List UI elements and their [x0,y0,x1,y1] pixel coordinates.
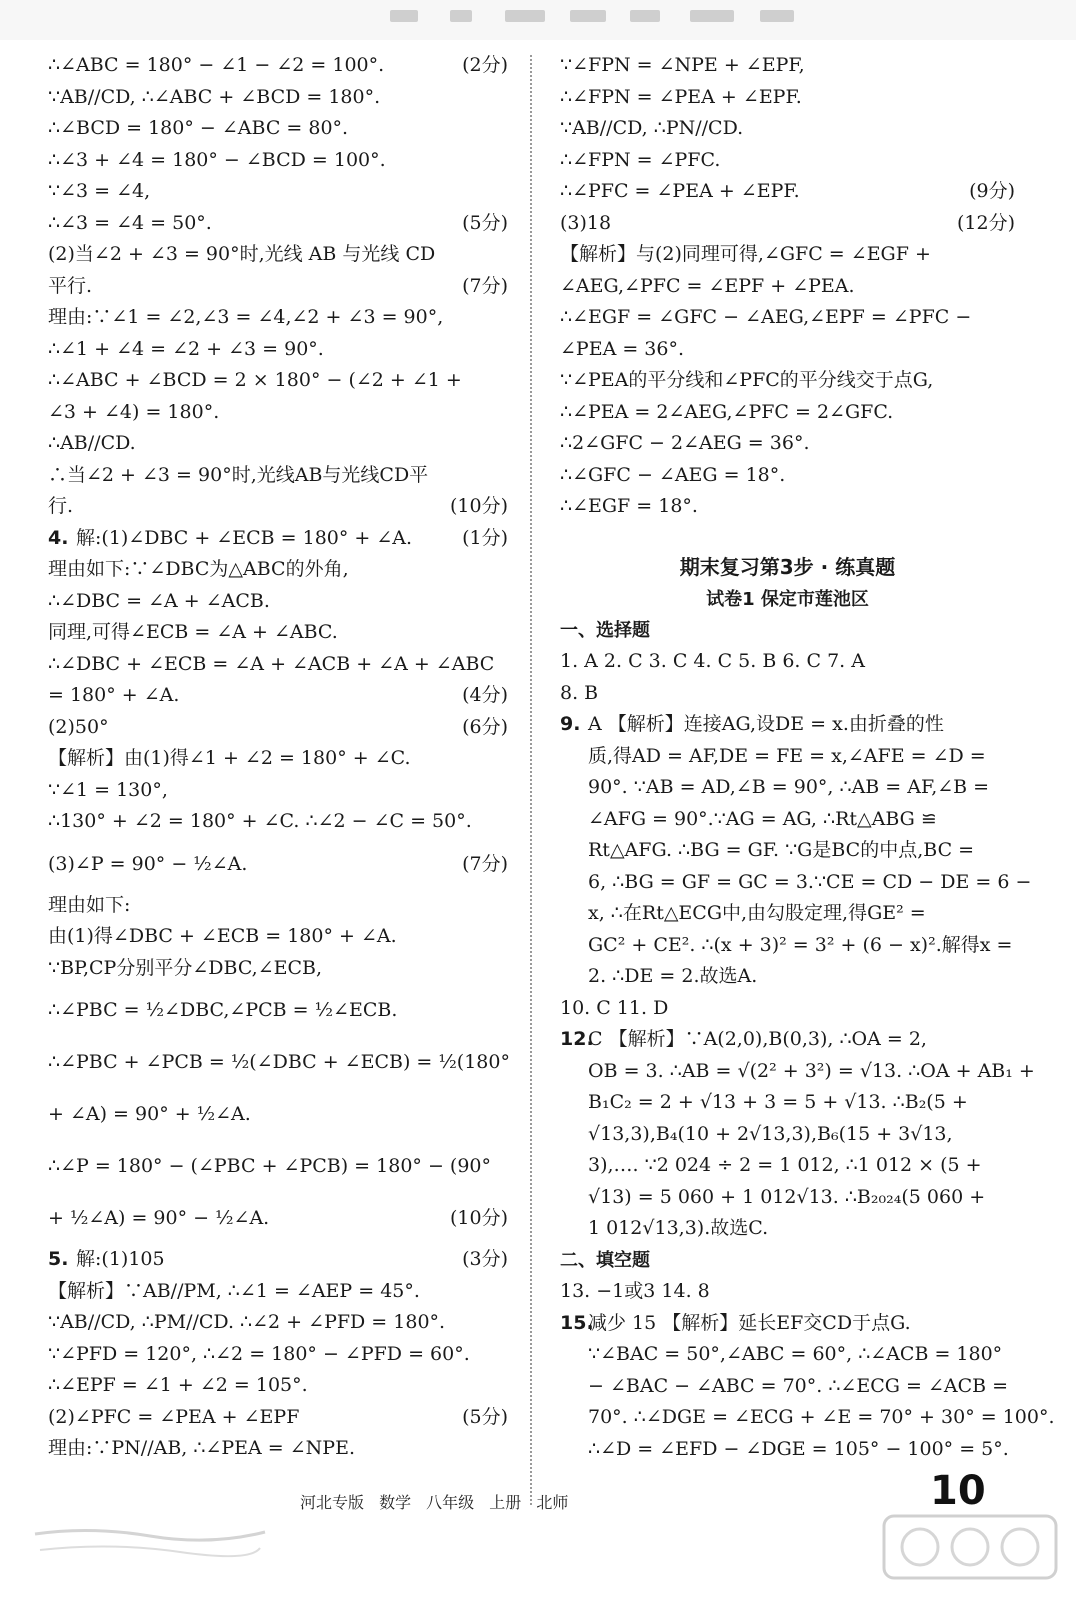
score-mark: (7分) [462,274,508,297]
line-text: 行. [48,495,74,517]
item-number: 12. [560,1028,594,1050]
text-line [48,953,508,985]
line-text: 理由:∵PN//AB, ∴∠PEA = ∠NPE. [48,1437,355,1459]
page-number: 10 [930,1468,986,1514]
line-text: ∠PEA = 36°. [560,337,685,360]
line-text: ∴AB//CD. [48,432,136,454]
text-line [48,271,508,303]
line-text: (2)50° [48,715,109,738]
text-line [48,460,508,492]
text-line [48,1088,508,1140]
line-text: Rt△AFG. ∴BG = GF. ∵G是BC的中点,BC = [588,839,975,861]
text-line [560,678,1015,710]
line-text: ∵BP,CP分别平分∠DBC,∠ECB, [48,956,323,979]
text-line [560,1213,1015,1245]
score-mark: (10分) [449,495,508,517]
line-text: ∴∠PFC = ∠PEA + ∠EPF. [560,180,800,202]
text-line [560,993,1015,1025]
text-line [560,365,1015,397]
line-text: ∴∠P = 180° − (∠PBC + ∠PCB) = 180° − (90° [48,1155,491,1177]
line-text: 90°. ∵AB = AD,∠B = 90°, ∴AB = AF,∠B = [588,776,990,798]
score-mark: (6分) [462,715,508,738]
text-line [560,835,1015,867]
line-text: 【解析】与(2)同理可得,∠GFC = ∠EGF + [560,243,931,265]
score-mark: (10分) [449,1207,508,1229]
line-text: + ½∠A) = 90° − ½∠A. [48,1207,270,1229]
line-text: ∴∠PEA = 2∠AEG,∠PFC = 2∠GFC. [560,400,894,423]
line-text: (2)∠PFC = ∠PEA + ∠EPF [48,1405,300,1428]
text-line [560,741,1015,773]
text-line [560,709,1015,741]
item-number: 4. [48,526,69,549]
line-text: ∵∠FPN = ∠NPE + ∠EPF, [560,54,805,76]
text-line [560,145,1015,177]
left-column [48,50,508,1465]
text-line [560,1308,1015,1340]
line-text: 70°. ∴∠DGE = ∠ECG + ∠E = 70° + 30° = 100°. [588,1406,1055,1428]
line-text: ∴2∠GFC − 2∠AEG = 36°. [560,432,810,454]
line-text: ∠AEG,∠PFC = ∠EPF + ∠PEA. [560,274,855,297]
score-mark: (7分) [462,852,508,875]
score-mark: (5分) [462,211,508,234]
text-line [560,1339,1015,1371]
line-text: 8. B [560,681,599,704]
line-text: ∠3 + ∠4) = 180°. [48,400,220,423]
text-line [48,239,508,271]
text-line [560,397,1015,429]
line-text: ∴∠FPN = ∠PEA + ∠EPF. [560,85,802,108]
text-line [48,554,508,586]
line-text: GC² + CE². ∴(x + 3)² = 3² + (6 − x)².解得x = [588,933,1013,956]
text-line [560,1119,1015,1151]
line-text: ∴∠PBC = ½∠DBC,∠PCB = ½∠ECB. [48,999,398,1021]
line-text: ∴∠1 + ∠4 = ∠2 + ∠3 = 90°. [48,337,324,360]
score-mark: (1分) [462,526,508,549]
text-line [48,890,508,922]
text-line [48,302,508,334]
text-line [48,1140,508,1192]
text-line [48,680,508,712]
text-line [560,646,1015,678]
line-text: ∴∠EPF = ∠1 + ∠2 = 105°. [48,1374,308,1396]
column-divider [530,55,532,1505]
line-text: = 180° + ∠A. [48,684,180,706]
line-text: 3),…. ∵2 024 ÷ 2 = 1 012, ∴1 012 × (5 + [588,1154,982,1176]
line-text: − ∠BAC − ∠ABC = 70°. ∴∠ECG = ∠ACB = [588,1374,1009,1397]
line-text: ∴∠BCD = 180° − ∠ABC = 80°. [48,117,349,139]
text-line [48,1307,508,1339]
line-text: 2. ∴DE = 2.故选A. [588,965,758,987]
score-mark: (5分) [462,1405,508,1428]
watermark-logo [880,1512,1060,1582]
fill-answers [560,1276,1055,1465]
text-line [560,271,1015,303]
text-line [48,397,508,429]
text-line [560,208,1015,240]
line-text: ∴∠3 = ∠4 = 50°. [48,211,212,234]
line-text: ∴∠FPN = ∠PFC. [560,148,721,171]
line-text: (3)∠P = 90° − ½∠A. [48,852,248,875]
line-text: 解:(1)∠DBC + ∠ECB = 180° + ∠A. [76,526,413,549]
line-text: ∴∠GFC − ∠AEG = 18°. [560,463,786,486]
line-text: 6, ∴BG = GF = GC = 3.∵CE = CD − DE = 6 − [588,870,1032,893]
part1-title: 一、选择题 [560,619,650,641]
text-line [560,50,1015,82]
text-line [48,586,508,618]
text-line [560,302,1015,334]
line-text: √13) = 5 060 + 1 012√13. ∴B₂₀₂₄(5 060 + [588,1185,986,1208]
line-text: 理由如下:∵∠DBC为△ABC的外角, [48,558,349,580]
text-line [48,428,508,460]
text-line [48,145,508,177]
right-column-top [560,50,1015,523]
text-line [48,82,508,114]
text-line [48,334,508,366]
line-text: 解:(1)105 [76,1248,165,1270]
line-text: 理由:∵∠1 = ∠2,∠3 = ∠4,∠2 + ∠3 = 90°, [48,306,444,328]
score-mark: (2分) [462,54,508,76]
text-line [48,1370,508,1402]
text-line [48,806,508,838]
line-text: ∴∠D = ∠EFD − ∠DGE = 105° − 100° = 5°. [588,1437,1009,1460]
line-text: 10. C 11. D [560,996,669,1019]
scan-smudge [30,1522,270,1562]
line-text: 【解析】∵AB//PM, ∴∠1 = ∠AEP = 45°. [48,1279,420,1302]
line-text: 质,得AD = AF,DE = FE = x,∠AFE = ∠D = [588,744,986,767]
line-text: x, ∴在Rt△ECG中,由勾股定理,得GE² = [588,902,926,924]
line-text: √13,3),B₄(10 + 2√13,3),B₆(15 + 3√13, [588,1122,953,1145]
text-line [48,491,508,523]
text-line [48,838,508,890]
line-text: ∴∠ABC + ∠BCD = 2 × 180° − (∠2 + ∠1 + [48,369,462,391]
text-line [48,712,508,744]
text-line [48,617,508,649]
text-line [48,743,508,775]
item-number: 9. [560,713,581,735]
paper-title: 试卷1 保定市莲池区 [706,588,869,610]
line-text: ∴130° + ∠2 = 180° + ∠C. ∴∠2 − ∠C = 50°. [48,810,472,832]
text-line [560,113,1015,145]
line-text: ∵∠BAC = 50°,∠ABC = 60°, ∴∠ACB = 180° [588,1343,1003,1365]
text-line [48,176,508,208]
line-text: ∴∠DBC = ∠A + ∠ACB. [48,589,270,612]
text-line [560,1402,1055,1434]
line-text: + ∠A) = 90° + ½∠A. [48,1103,251,1125]
line-text: 13. −1或3 14. 8 [560,1280,710,1302]
text-line [560,334,1015,366]
line-text: ∴∠ABC = 180° − ∠1 − ∠2 = 100°. [48,54,385,76]
text-line [560,930,1015,962]
page-footer: 河北专版 数学 八年级 上册 北师 [300,1493,569,1512]
text-line [560,804,1015,836]
text-line [48,649,508,681]
line-text: 同理,可得∠ECB = ∠A + ∠ABC. [48,621,338,643]
text-line [560,428,1015,460]
text-line [48,113,508,145]
line-text: B₁C₂ = 2 + √13 + 3 = 5 + √13. ∴B₂(5 + [588,1091,968,1113]
text-line [48,1433,508,1465]
line-text: 1 012√13,3).故选C. [588,1217,769,1239]
line-text: ∠AFG = 90°.∵AG = AG, ∴Rt△ABG ≌ [588,807,937,830]
line-text: (2)当∠2 + ∠3 = 90°时,光线 AB 与光线 CD [48,243,436,265]
text-line [48,775,508,807]
right-column [560,50,1055,1465]
text-line [560,961,1015,993]
part2-title: 二、填空题 [560,1249,650,1271]
text-line [48,1036,508,1088]
line-text: ∴∠EGF = 18°. [560,495,698,517]
text-line [48,921,508,953]
line-text: ∵AB//CD, ∴PN//CD. [560,117,744,139]
text-line [560,1434,1015,1466]
item-number: 5. [48,1248,69,1270]
text-line [560,239,1015,271]
line-text: ∵∠3 = ∠4, [48,180,151,202]
text-line [48,1276,508,1308]
line-text: ∵∠PEA的平分线和∠PFC的平分线交于点G, [560,369,934,391]
line-text: ∵∠PFD = 120°, ∴∠2 = 180° − ∠PFD = 60°. [48,1342,470,1365]
line-text: ∴当∠2 + ∠3 = 90°时,光线AB与光线CD平 [48,463,429,486]
score-mark: (3分) [462,1248,508,1270]
text-line [560,1056,1035,1088]
line-text: ∴∠PBC + ∠PCB = ½(∠DBC + ∠ECB) = ½(180° [48,1051,510,1073]
score-mark: (4分) [462,684,508,706]
text-line [48,50,508,82]
text-line [48,523,508,555]
choice-answers [560,646,1035,1245]
item-number: 15. [560,1311,594,1334]
line-text: ∵∠1 = 130°, [48,778,168,801]
text-line [560,82,1015,114]
text-line [560,1276,1015,1308]
text-line [560,1087,1015,1119]
text-line [560,898,1015,930]
line-text: C 【解析】∵A(2,0),B(0,3), ∴OA = 2, [588,1028,927,1050]
text-line [48,365,508,397]
line-text: ∵AB//CD, ∴PM//CD. ∴∠2 + ∠PFD = 180°. [48,1311,446,1333]
line-text: 平行. [48,274,93,297]
line-text: 理由如下: [48,893,131,916]
line-text: 【解析】由(1)得∠1 + ∠2 = 180° + ∠C. [48,747,411,769]
line-text: OB = 3. ∴AB = √(2² + 3²) = √13. ∴OA + AB₁ + [588,1059,1035,1082]
text-line [48,1339,508,1371]
line-text: 1. A 2. C 3. C 4. C 5. B 6. C 7. A [560,650,865,672]
line-text: ∴∠3 + ∠4 = 180° − ∠BCD = 100°. [48,148,386,171]
section-title: 期末复习第3步 · 练真题 [679,554,896,579]
text-line [48,1244,508,1276]
text-line [560,772,1015,804]
text-line [48,984,508,1036]
text-line [560,176,1015,208]
text-line [560,867,1032,899]
text-line [48,208,508,240]
line-text: 由(1)得∠DBC + ∠ECB = 180° + ∠A. [48,925,397,947]
text-line [560,460,1015,492]
text-line [560,491,1015,523]
text-line [48,1192,508,1244]
score-mark: (9分) [969,180,1015,202]
line-text: ∴∠DBC + ∠ECB = ∠A + ∠ACB + ∠A + ∠ABC [48,652,495,675]
line-text: (3)18 [560,211,612,234]
text-line [560,1182,1015,1214]
score-mark: (12分) [956,211,1015,234]
text-line [560,1150,1015,1182]
text-line [560,1024,1015,1056]
text-line [560,1371,1015,1403]
line-text: A 【解析】连接AG,设DE = x.由折叠的性 [588,713,944,735]
line-text: 减少 15 【解析】延长EF交CD于点G. [588,1311,911,1334]
top-decoration-band [0,0,1076,40]
line-text: ∵AB//CD, ∴∠ABC + ∠BCD = 180°. [48,85,381,108]
text-line [48,1402,508,1434]
line-text: ∴∠EGF = ∠GFC − ∠AEG,∠EPF = ∠PFC − [560,306,972,328]
